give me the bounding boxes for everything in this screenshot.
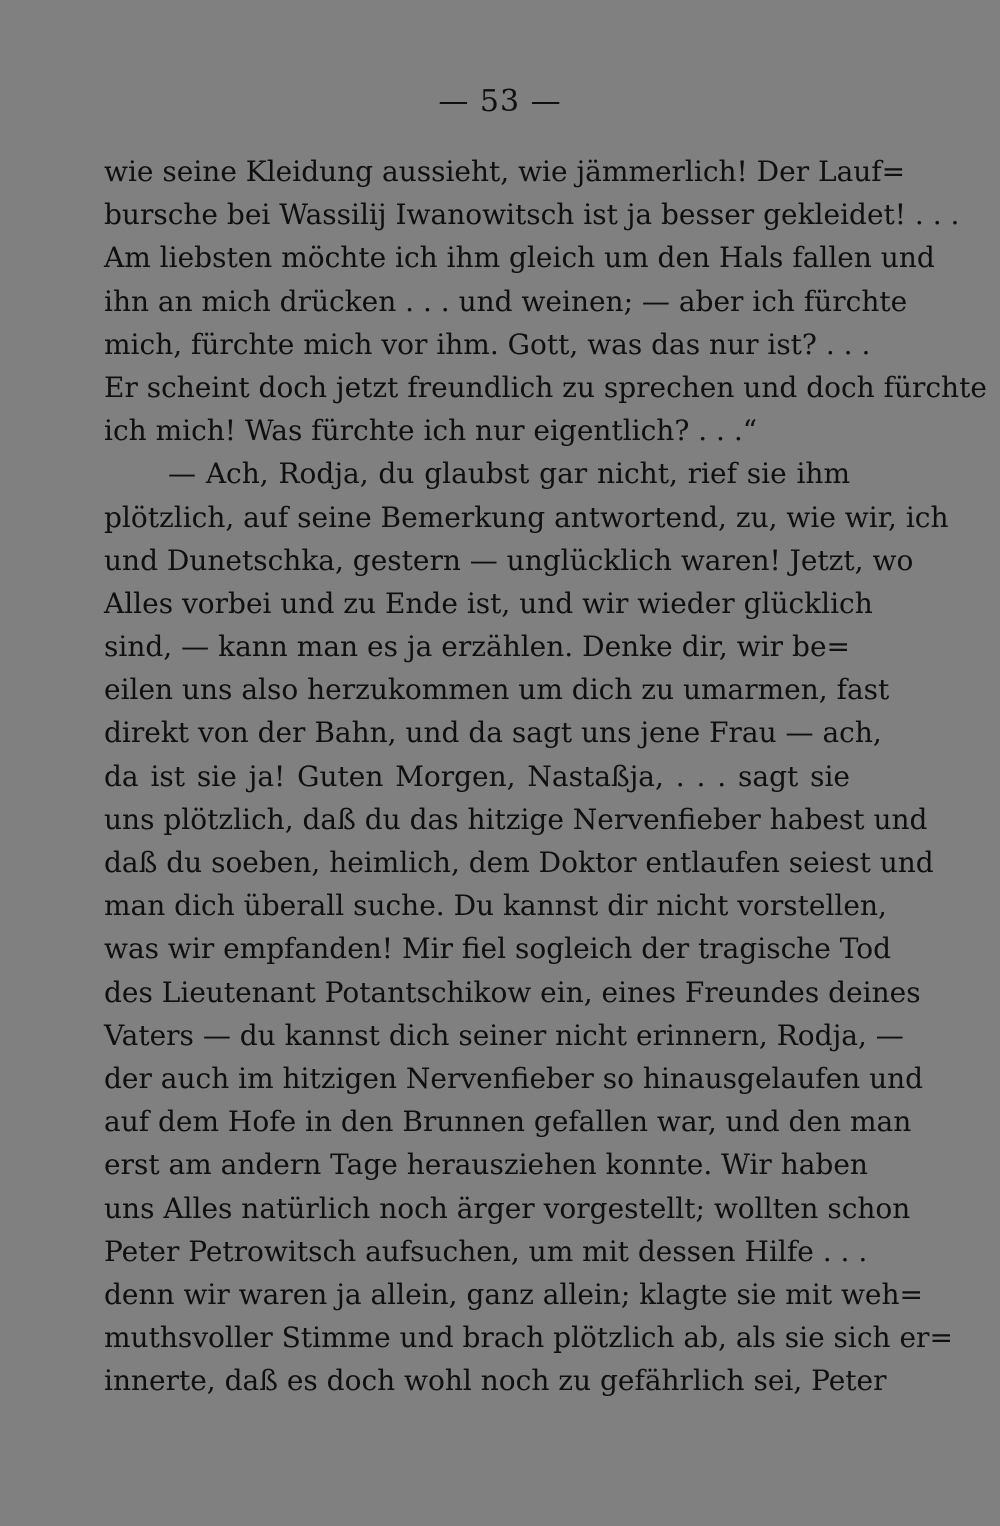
text-line: ich mich! Was fürchte ich nur eigentlich? . . .“	[104, 414, 758, 448]
text-line: Vaters — du kannst dich seiner nicht erinnern, Rodja, —	[104, 1018, 904, 1052]
text-line: plötzlich, auf seine Bemerkung antwortend, zu, wie wir, ich	[104, 500, 949, 534]
text-line: innerte, daß es doch wohl noch zu gefährlich sei, Peter	[104, 1364, 887, 1398]
text-line: daß du soeben, heimlich, dem Doktor entlaufen seiest und	[104, 846, 934, 879]
paragraph-start-line: — Ach, Rodja, du glaubst gar nicht, rief sie ihm	[168, 457, 850, 491]
text-line: muthsvoller Stimme und brach plötzlich ab, als sie sich er=	[104, 1321, 953, 1355]
text-line: auf dem Hofe in den Brunnen gefallen war, und den man	[104, 1105, 912, 1139]
text-line: Er scheint doch jetzt freundlich zu sprechen und doch fürchte	[104, 370, 987, 404]
text-line: Am liebsten möchte ich ihm gleich um den Hals fallen und	[104, 241, 935, 275]
text-line: da ist sie ja! Guten Morgen, Nastaßja, . . . sagt sie	[104, 759, 850, 793]
text-line: Alles vorbei und zu Ende ist, und wir wieder glücklich	[104, 586, 873, 620]
text-line: Peter Petrowitsch aufsuchen, um mit dessen Hilfe . . .	[104, 1234, 868, 1268]
text-line: ihn an mich drücken . . . und weinen; — aber ich fürchte	[104, 284, 908, 318]
text-line: und Dunetschka, gestern — unglücklich waren! Jetzt, wo	[104, 543, 914, 577]
text-line: man dich überall suche. Du kannst dir nicht vorstellen,	[104, 889, 887, 923]
text-line: uns plötzlich, daß du das hitzige Nervenfieber habest und	[104, 802, 928, 836]
text-line: eilen uns also herzukommen um dich zu umarmen, fast	[104, 673, 890, 707]
text-line: bursche bei Wassilij Iwanowitsch ist ja besser gekleidet! . . .	[104, 198, 960, 232]
text-line: denn wir waren ja allein, ganz allein; klagte sie mit weh=	[104, 1277, 923, 1311]
text-line: mich, fürchte mich vor ihm. Gott, was das nur ist? . . .	[104, 327, 871, 361]
text-line: des Lieutenant Potantschikow ein, eines Freundes deines	[104, 975, 921, 1009]
text-line: was wir empfanden! Mir fiel sogleich der tragische Tod	[104, 932, 892, 966]
text-line: erst am andern Tage herausziehen konnte. Wir haben	[104, 1148, 868, 1182]
body-text	[104, 150, 987, 1402]
page-number: — 53 —	[438, 84, 562, 119]
text-line: direkt von der Bahn, und da sagt uns jene Frau — ach,	[104, 716, 882, 750]
text-line: sind, — kann man es ja erzählen. Denke dir, wir be=	[104, 630, 850, 664]
text-line: uns Alles natürlich noch ärger vorgestellt; wollten schon	[104, 1191, 911, 1225]
text-line: wie seine Kleidung aussieht, wie jämmerlich! Der Lauf=	[104, 155, 906, 188]
text-line: der auch im hitzigen Nervenfieber so hinausgelaufen und	[104, 1061, 924, 1095]
